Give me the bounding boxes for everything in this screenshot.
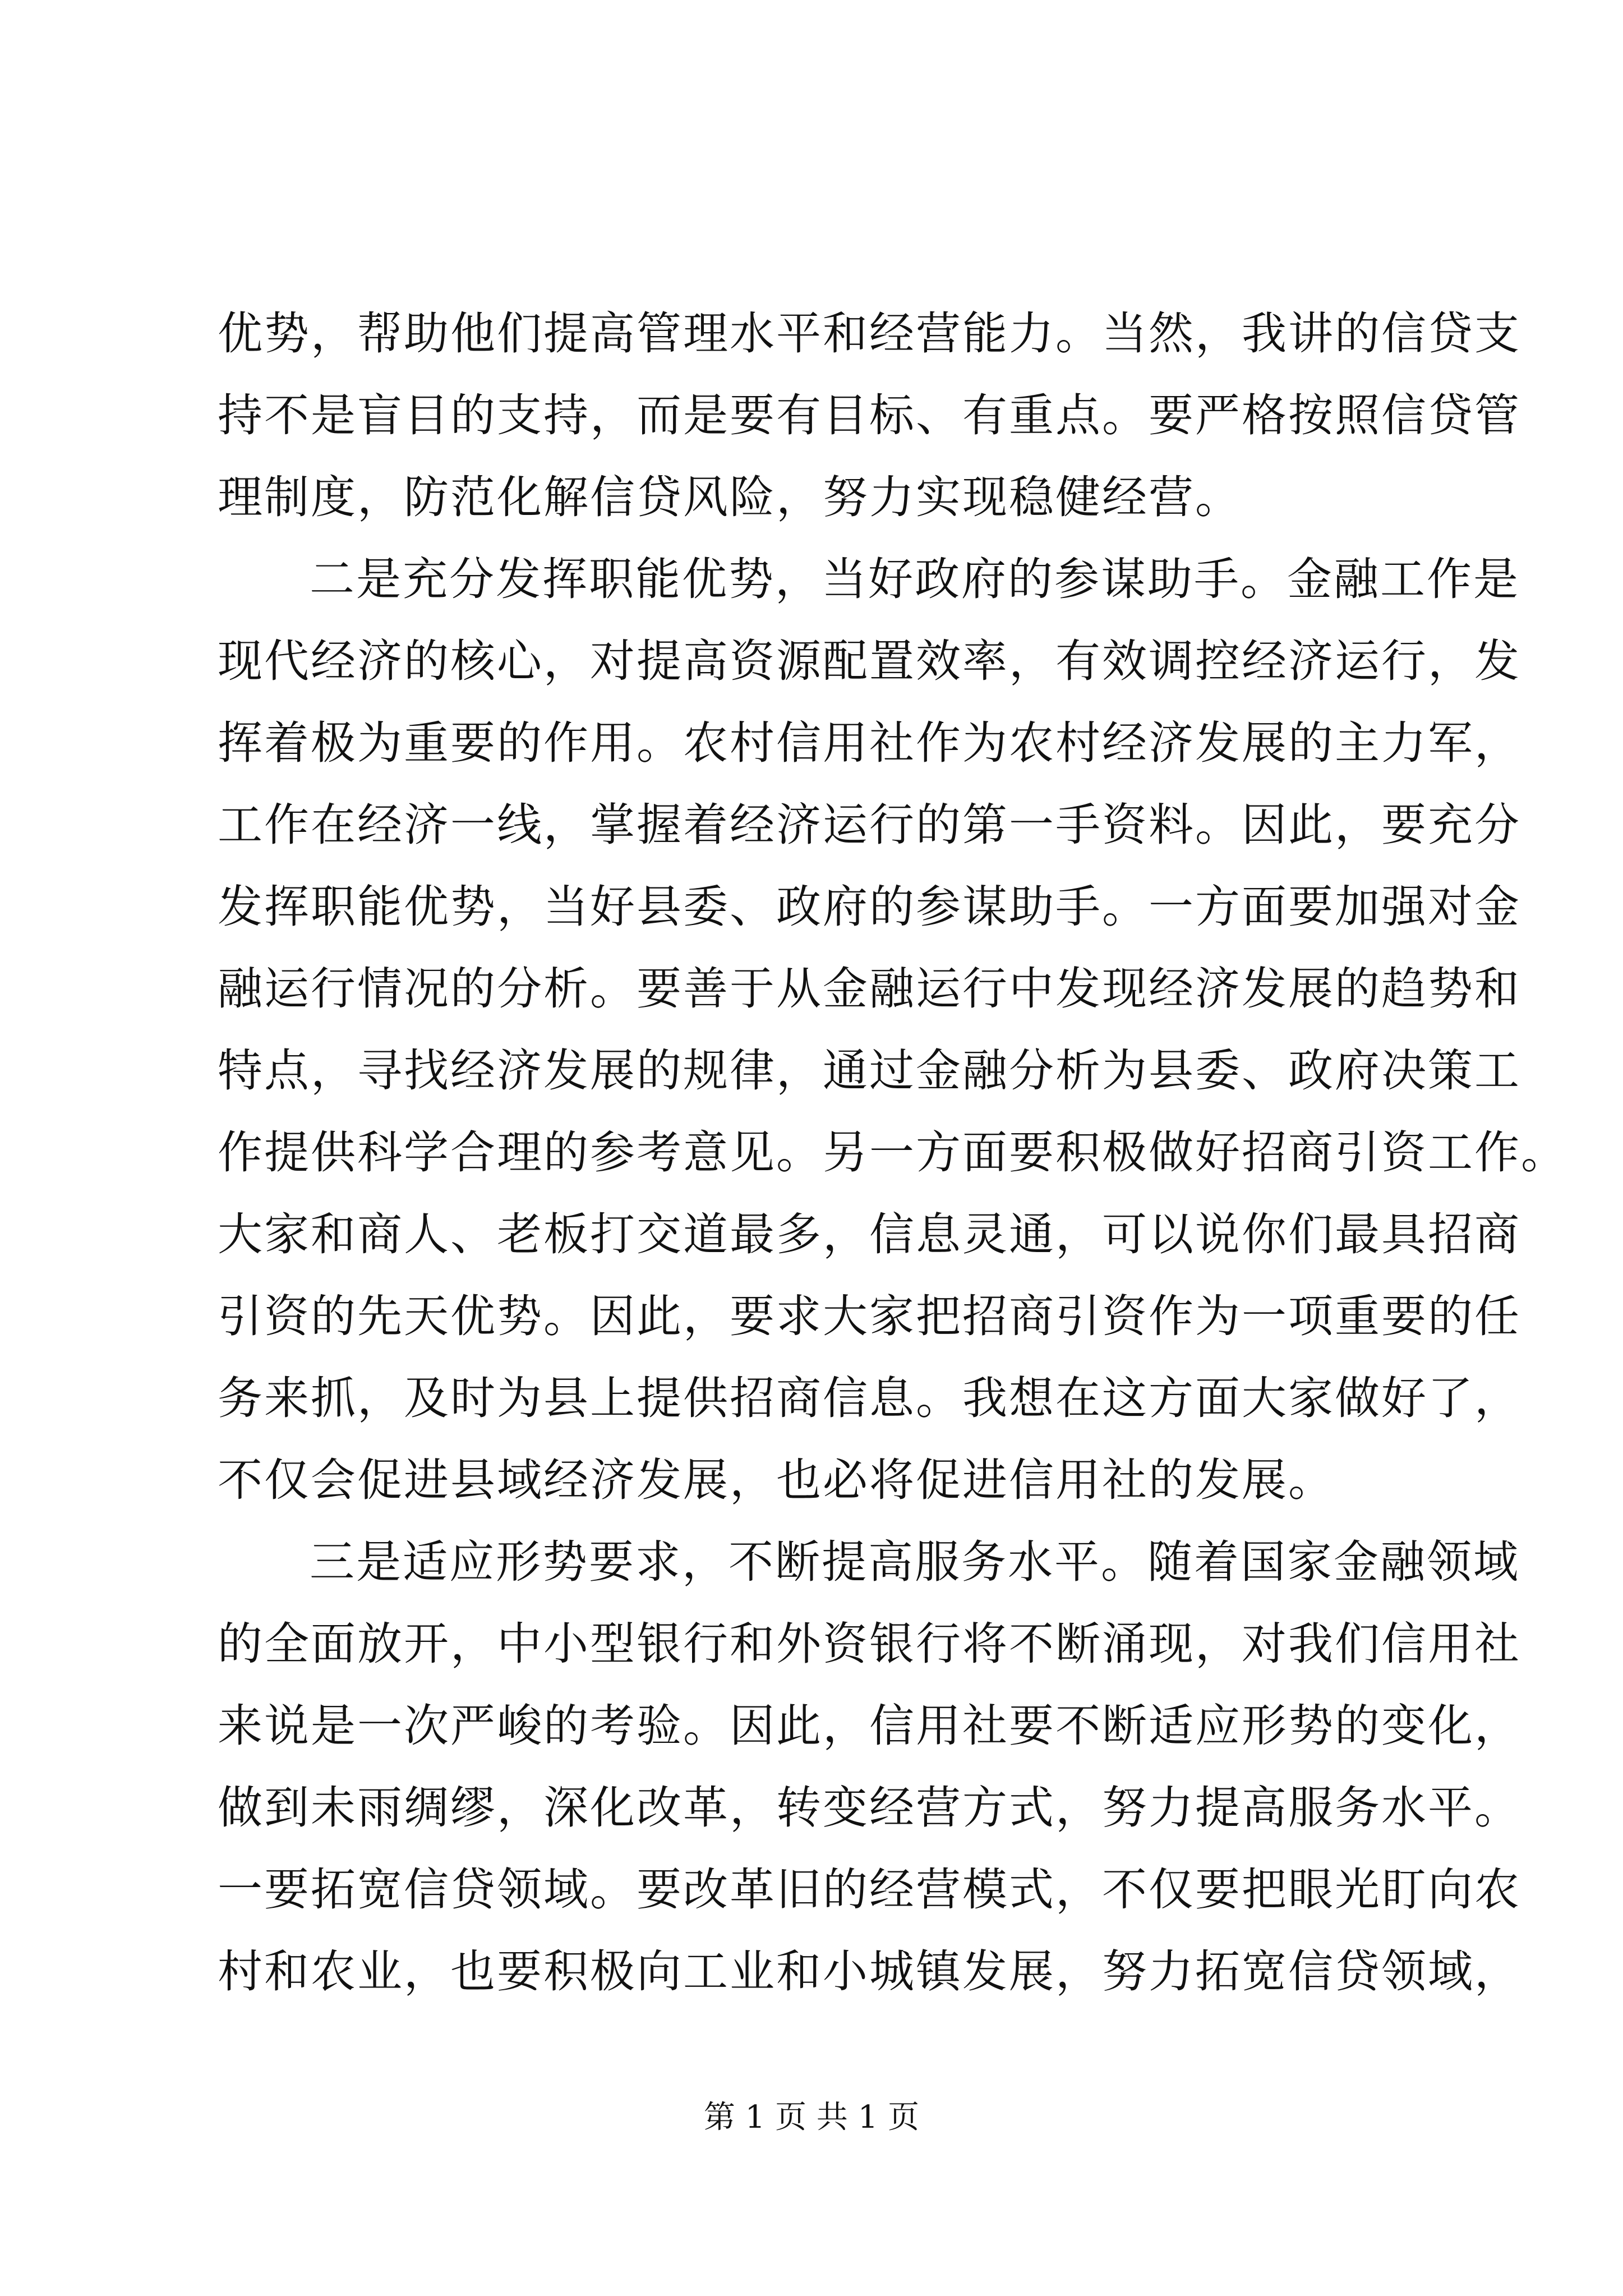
body-line-21: 村和农业，也要积极向工业和小城镇发展，努力拓宽信贷领域， [218, 1945, 1521, 1998]
body-line-10: 特点，寻找经济发展的规律，通过金融分析为县委、政府决策工 [218, 1045, 1521, 1097]
body-line-18: 来说是一次严峻的考验。因此，信用社要不断适应形势的变化， [218, 1700, 1521, 1752]
body-line-14: 务来抓，及时为县上提供招商信息。我想在这方面大家做好了， [218, 1372, 1521, 1424]
body-line-15: 不仅会促进县域经济发展，也必将促进信用社的发展。 [218, 1454, 1335, 1506]
body-line-8: 发挥职能优势，当好县委、政府的参谋助手。一方面要加强对金 [218, 881, 1521, 933]
body-line-17: 的全面放开，中小型银行和外资银行将不断涌现，对我们信用社 [218, 1618, 1521, 1670]
paragraph-2-first-line: 二是充分发挥职能优势，当好政府的参谋助手。金融工作是 [310, 553, 1520, 605]
paragraph-3-first-line: 三是适应形势要求，不断提高服务水平。随着国家金融领域 [310, 1536, 1520, 1588]
body-line-11: 作提供科学合理的参考意见。另一方面要积极做好招商引资工作。 [218, 1126, 1567, 1179]
body-line-5: 现代经济的核心，对提高资源配置效率，有效调控经济运行，发 [218, 635, 1521, 687]
body-line-3: 理制度，防范化解信贷风险，努力实现稳健经营。 [218, 471, 1242, 523]
body-line-2: 持不是盲目的支持，而是要有目标、有重点。要严格按照信贷管 [218, 389, 1521, 441]
body-line-20: 一要拓宽信贷领域。要改革旧的经营模式，不仅要把眼光盯向农 [218, 1864, 1521, 1916]
body-line-9: 融运行情况的分析。要善于从金融运行中发现经济发展的趋势和 [218, 963, 1521, 1015]
body-line-13: 引资的先天优势。因此，要求大家把招商引资作为一项重要的任 [218, 1290, 1521, 1342]
body-line-1: 优势，帮助他们提高管理水平和经营能力。当然，我讲的信贷支 [218, 307, 1521, 360]
body-line-7: 工作在经济一线，掌握着经济运行的第一手资料。因此，要充分 [218, 799, 1521, 851]
page-number-footer: 第 1 页 共 1 页 [703, 2099, 920, 2136]
body-line-19: 做到未雨绸缪，深化改革，转变经营方式，努力提高服务水平。 [218, 1782, 1521, 1834]
body-line-12: 大家和商人、老板打交道最多，信息灵通，可以说你们最具招商 [218, 1208, 1521, 1260]
body-line-6: 挥着极为重要的作用。农村信用社作为农村经济发展的主力军， [218, 717, 1521, 769]
